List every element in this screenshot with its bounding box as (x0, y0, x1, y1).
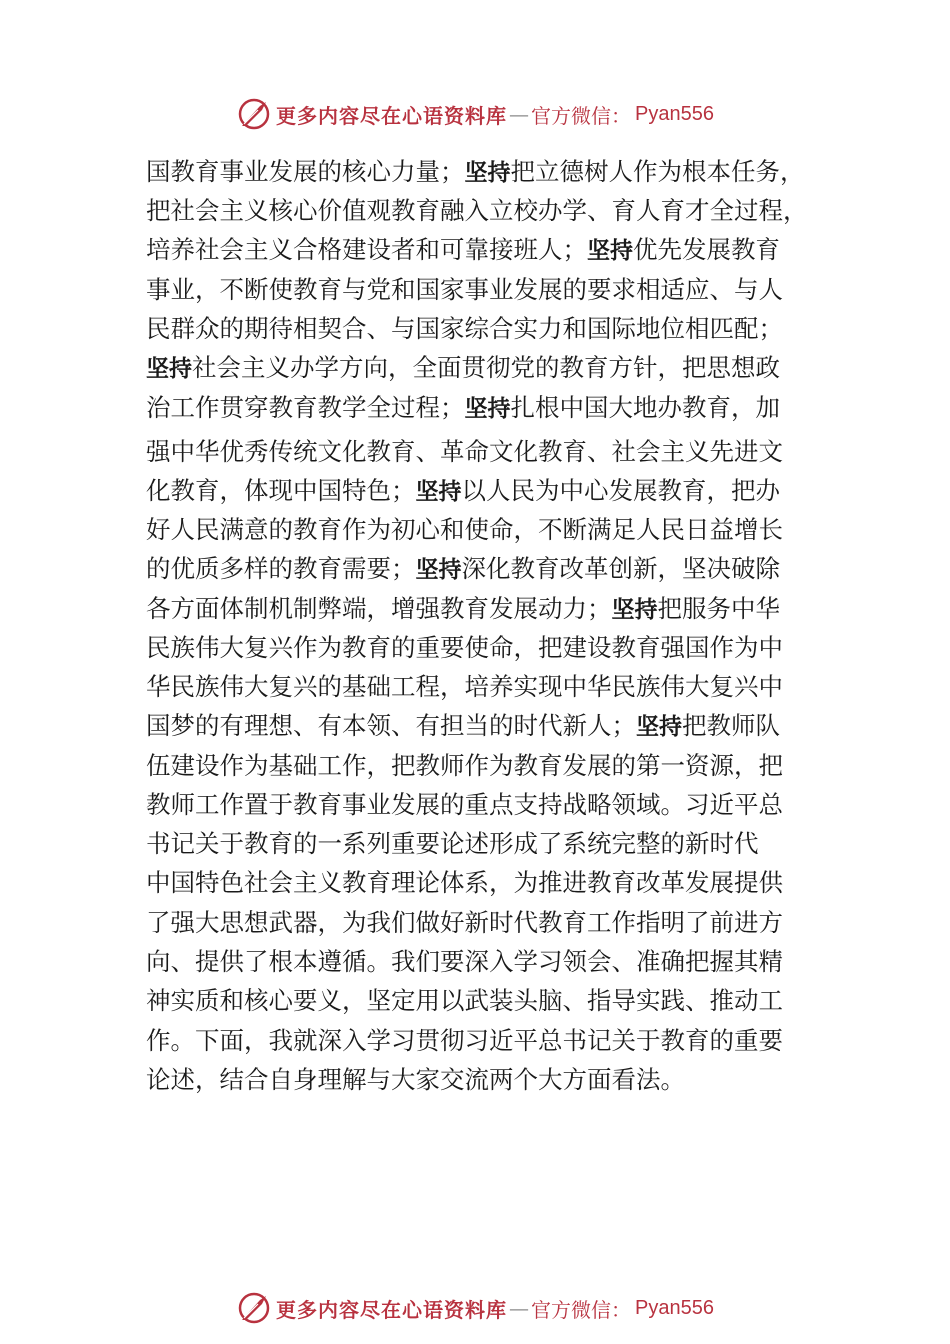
text-line (146, 985, 783, 1017)
text-line (146, 828, 759, 860)
text-run: 作。下面，我就深入学习贯彻习近平总书记关于教育的重要 (146, 1026, 783, 1055)
text-run: 了强大思想武器，为我们做好新时代教育工作指明了前进方 (146, 908, 783, 937)
text-run: 化教育，体现中国特色； (146, 476, 416, 505)
text-line (146, 475, 780, 508)
text-run: 优先发展教育 (633, 235, 780, 264)
text-run: 把社会主义核心价值观教育融入立校办学、育人育才全过程， (146, 196, 808, 225)
text-run: 深化教育改革创新，坚决破除 (461, 554, 780, 583)
quill-logo-icon (236, 96, 272, 132)
emphasis-keyword: 坚持 (415, 479, 462, 505)
text-line (146, 436, 783, 468)
text-run: 神实质和核心要义，坚定用以武装头脑、指导实践、推动工 (146, 986, 783, 1015)
emphasis-keyword: 坚持 (464, 160, 511, 186)
text-line (146, 632, 783, 664)
text-run: 治工作贯穿教育教学全过程； (146, 393, 465, 422)
emphasis-keyword: 坚持 (587, 238, 633, 264)
text-run: 民群众的期待相契合、与国家综合实力和国际地位相匹配； (146, 314, 783, 343)
text-run: 把立德树人作为根本任务， (510, 157, 805, 186)
footer-wechat-label: 官方微信： (531, 1297, 632, 1322)
text-run: 把服务中华 (657, 594, 780, 623)
text-line (146, 867, 783, 899)
text-run: 的优质多样的教育需要； (146, 554, 416, 583)
footer-sep: — (509, 1296, 530, 1320)
text-line (146, 1064, 685, 1096)
text-line (146, 234, 780, 267)
text-line (146, 313, 783, 345)
text-line (146, 907, 783, 939)
text-line (146, 392, 780, 425)
text-run: 以人民为中心发展教育，把办 (461, 476, 780, 505)
text-line (146, 514, 783, 546)
text-line (146, 195, 808, 227)
emphasis-keyword: 坚持 (636, 714, 682, 740)
text-run: 书记关于教育的一系列重要论述形成了系统完整的新时代 (146, 829, 759, 858)
text-run: 社会主义办学方向，全面贯彻党的教育方针，把思想政 (192, 353, 780, 382)
text-line (146, 750, 783, 782)
quill-logo-icon (236, 1290, 272, 1326)
header-wechat-label: 官方微信： (531, 103, 632, 128)
text-line (146, 946, 783, 978)
text-run: 把教师队 (682, 711, 780, 740)
text-run: 华民族伟大复兴的基础工程，培养实现中华民族伟大复兴中 (146, 672, 783, 701)
text-line (146, 1025, 783, 1057)
text-run: 国梦的有理想、有本领、有担当的时代新人； (146, 711, 636, 740)
text-run: 事业，不断使教育与党和国家事业发展的要求相适应、与人 (146, 275, 783, 304)
header-banner (0, 94, 950, 134)
text-line (146, 789, 783, 821)
text-run: 民族伟大复兴作为教育的重要使命，把建设教育强国作为中 (146, 633, 783, 662)
text-run: 培养社会主义合格建设者和可靠接班人； (146, 235, 587, 264)
text-run: 国教育事业发展的核心力量； (146, 157, 465, 186)
text-run: 各方面体制机制弊端，增强教育发展动力； (146, 594, 612, 623)
text-run: 扎根中国大地办教育，加 (510, 393, 780, 422)
text-line (146, 274, 783, 306)
emphasis-keyword: 坚持 (146, 356, 192, 382)
header-text: 更多内容尽在心语资料库 (276, 103, 508, 128)
footer-wechat-id: Pyan556 (635, 1296, 714, 1319)
text-line (146, 593, 780, 626)
text-line (146, 156, 805, 189)
footer-text: 更多内容尽在心语资料库 (276, 1297, 508, 1322)
header-sep: — (509, 102, 530, 126)
text-run: 向、提供了根本遵循。我们要深入学习领会、准确把握其精 (146, 947, 783, 976)
text-line (146, 710, 780, 743)
text-run: 论述，结合自身理解与大家交流两个大方面看法。 (146, 1065, 685, 1094)
footer-banner (0, 1288, 950, 1328)
emphasis-keyword: 坚持 (464, 396, 511, 422)
text-run: 好人民满意的教育作为初心和使命，不断满足人民日益增长 (146, 515, 783, 544)
emphasis-keyword: 坚持 (415, 557, 462, 583)
text-run: 伍建设作为基础工作，把教师作为教育发展的第一资源，把 (146, 751, 783, 780)
text-line (146, 553, 780, 586)
emphasis-keyword: 坚持 (611, 597, 658, 623)
text-run: 强中华优秀传统文化教育、革命文化教育、社会主义先进文 (146, 437, 783, 466)
text-line (146, 671, 783, 703)
text-line (146, 352, 780, 385)
text-run: 教师工作置于教育事业发展的重点支持战略领域。习近平总 (146, 790, 783, 819)
header-wechat-id: Pyan556 (635, 102, 714, 125)
text-run: 中国特色社会主义教育理论体系，为推进教育改革发展提供 (146, 868, 783, 897)
